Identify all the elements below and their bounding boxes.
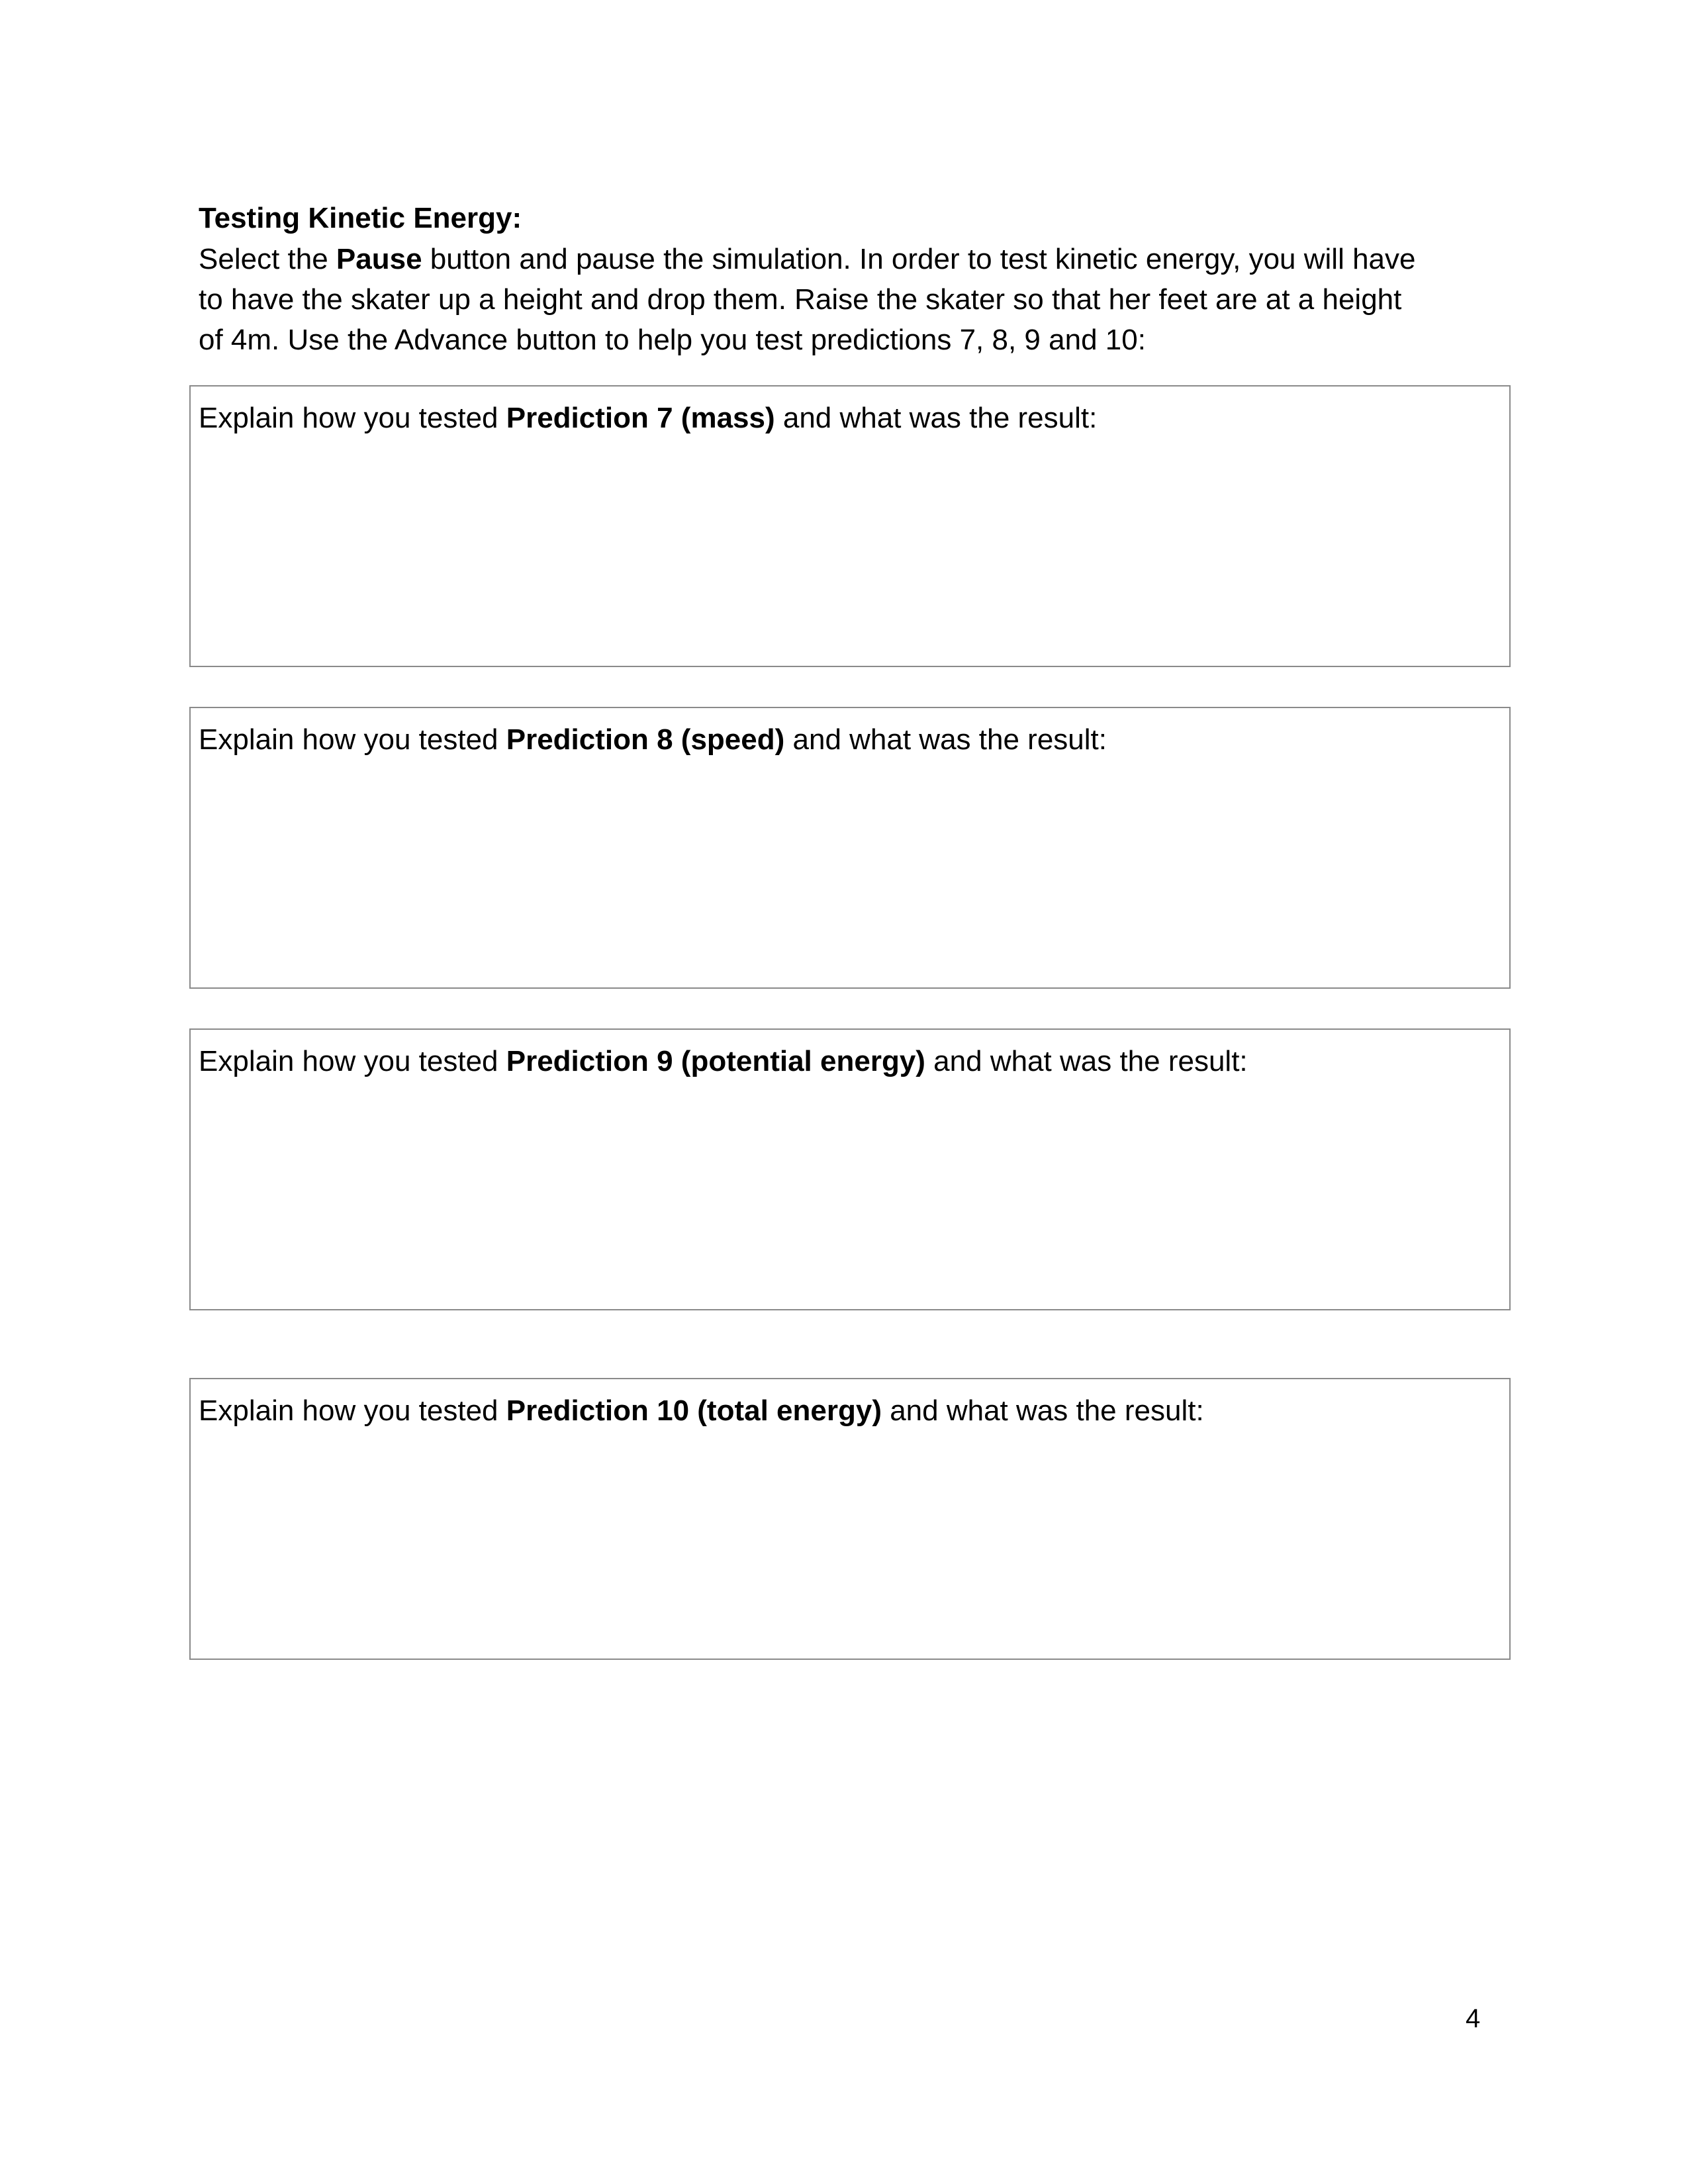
- prompt-prediction-10: [199, 1391, 1204, 1431]
- intro-line-1-pre: Select the: [199, 243, 336, 275]
- answer-area-prediction-9[interactable]: [199, 1093, 1501, 1301]
- intro-paragraph: [199, 239, 1509, 360]
- section-title: Testing Kinetic Energy:: [199, 202, 522, 234]
- prompt-pre: Explain how you tested: [199, 1045, 506, 1077]
- intro-line-1: [199, 239, 1509, 279]
- page-number: 4: [1466, 2004, 1481, 2033]
- prompt-post: and what was the result:: [881, 1394, 1204, 1427]
- pause-keyword: Pause: [336, 243, 422, 275]
- prompt-prediction-9: [199, 1042, 1248, 1081]
- prompt-prediction-8: [199, 720, 1107, 760]
- intro-line-3: of 4m. Use the Advance button to help you test predictions 7, 8, 9 and 10:: [199, 324, 1146, 356]
- prompt-bold: Prediction 7 (mass): [506, 402, 775, 434]
- intro-line-2: to have the skater up a height and drop them. Raise the skater so that her feet are at a height: [199, 283, 1402, 316]
- prompt-bold: Prediction 8 (speed): [506, 723, 785, 756]
- answer-area-prediction-8[interactable]: [199, 772, 1501, 979]
- answer-box-prediction-10: [189, 1378, 1511, 1660]
- prompt-pre: Explain how you tested: [199, 723, 506, 756]
- answer-box-prediction-8: [189, 707, 1511, 989]
- answer-box-prediction-9: [189, 1028, 1511, 1310]
- prompt-post: and what was the result:: [784, 723, 1107, 756]
- intro-line-1-post: button and pause the simulation. In order to test kinetic energy, you will have: [422, 243, 1416, 275]
- prompt-bold: Prediction 10 (total energy): [506, 1394, 882, 1427]
- prompt-prediction-7: [199, 398, 1097, 438]
- answer-area-prediction-7[interactable]: [199, 450, 1501, 658]
- prompt-pre: Explain how you tested: [199, 402, 506, 434]
- prompt-post: and what was the result:: [925, 1045, 1248, 1077]
- prompt-post: and what was the result:: [774, 402, 1098, 434]
- prompt-bold: Prediction 9 (potential energy): [506, 1045, 925, 1077]
- answer-box-prediction-7: [189, 385, 1511, 667]
- prompt-pre: Explain how you tested: [199, 1394, 506, 1427]
- answer-area-prediction-10[interactable]: [199, 1443, 1501, 1651]
